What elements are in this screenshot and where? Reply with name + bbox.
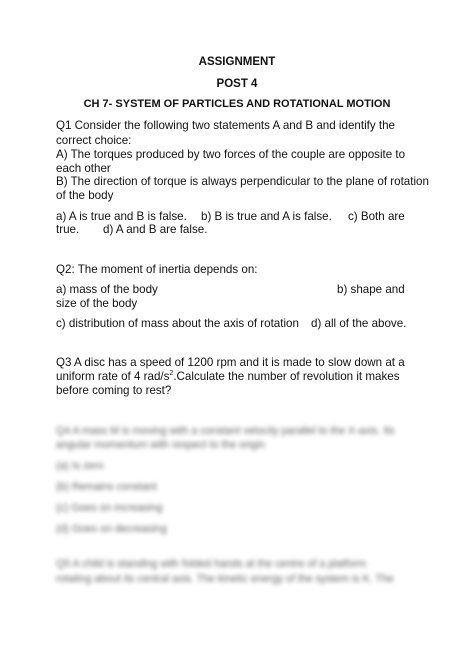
q2-option-d: d) all of the above. [311,317,407,330]
q1-option-d: d) A and B are false. [103,223,208,236]
q4-option-d: (d) Goes on decreasing [56,523,167,535]
q2-stem: Q2: The moment of inertia depends on: [56,263,258,276]
q2-option-b-cont: size of the body [56,297,138,310]
q5-line1: Q5 A child is standing with folded hands at the centre of a platform [56,558,367,570]
q1-line5: B) The direction of torque is always perpendicular to the plane of rotation [56,175,429,188]
q1-line4: each other [56,162,111,175]
chapter-heading: CH 7- SYSTEM OF PARTICLES AND ROTATIONAL MOTION [83,98,391,110]
q1-option-a: a) A is true and B is false. [56,210,187,223]
post-number: POST 4 [216,78,258,90]
q3-line1: Q3 A disc has a speed of 1200 rpm and it is made to slow down at a [56,356,405,369]
q1-line1: Q1 Consider the following two statements A and B and identify the [56,119,395,132]
q1-line2: correct choice: [56,134,132,147]
q1-option-c: c) Both are [348,210,405,223]
q3-line2-pre: uniform rate of 4 rad/s [56,370,170,383]
q1-option-c-cont: true. [56,223,80,236]
q4-line2: angular momentum with respect to the origin [56,439,266,451]
q5-line2: rotating about its central axis. The kinetic energy of the system is K. The [56,573,394,585]
q3-line3: before coming to rest? [56,384,172,397]
assignment-title: ASSIGNMENT [198,56,276,68]
q4-option-b: (b) Remains constant [56,481,157,493]
q4-option-c: (c) Goes on increasing [56,502,163,514]
q1-option-b: b) B is true and A is false. [201,210,332,223]
q3-line2-exponent: 2 [169,370,174,378]
q3-line2 [56,369,400,384]
q4-line1: Q4 A mass M is moving with a constant velocity parallel to the X-axis. Its [56,425,395,437]
q2-option-a: a) mass of the body [56,283,158,296]
q4-option-a: (a) Is zero [56,460,104,472]
q1-line3: A) The torques produced by two forces of the couple are opposite to [56,148,406,161]
q2-option-b: b) shape and [337,283,405,296]
q3-line2-post: .Calculate the number of revolution it makes [173,370,400,383]
q1-line6: of the body [56,189,114,202]
q2-option-c: c) distribution of mass about the axis of rotation [56,317,299,330]
